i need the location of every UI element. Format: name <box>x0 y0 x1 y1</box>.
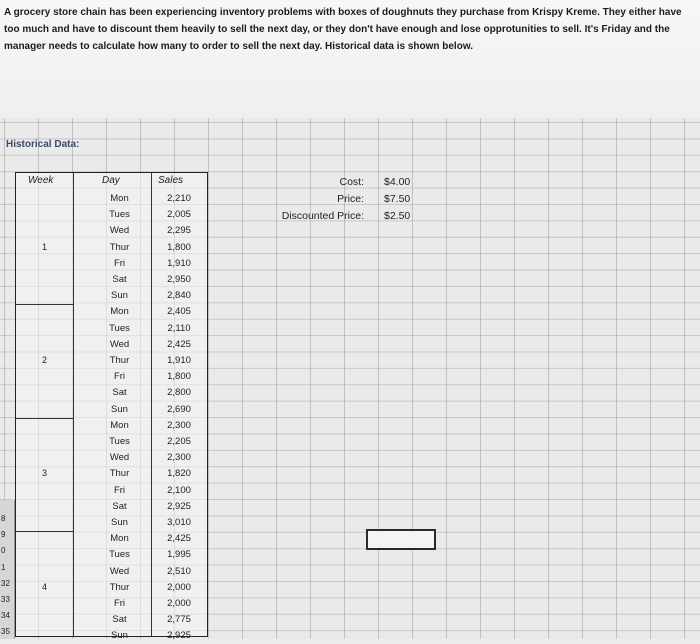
problem-statement <box>0 0 700 118</box>
sales-cell[interactable]: 2,210 <box>167 193 191 204</box>
day-cell[interactable]: Thur <box>109 355 130 366</box>
row-number[interactable]: 1 <box>1 562 6 572</box>
day-cell[interactable]: Sun <box>111 630 128 642</box>
day-cell[interactable]: Tues <box>109 322 130 334</box>
week-group-divider <box>16 418 73 419</box>
sales-cell[interactable]: 2,840 <box>167 290 191 302</box>
row-number[interactable]: 0 <box>1 546 6 556</box>
day-cell[interactable]: Mon <box>110 193 129 204</box>
sales-cell[interactable]: 2,775 <box>167 614 191 626</box>
week-number-cell[interactable]: 4 <box>41 581 47 592</box>
day-cell[interactable]: Sat <box>112 614 127 626</box>
row-number[interactable]: 34 <box>1 611 10 621</box>
day-cell[interactable]: Thur <box>109 581 130 593</box>
day-cell[interactable]: Mon <box>110 306 129 318</box>
sales-cell[interactable]: 1,910 <box>167 355 191 366</box>
week-number-cell[interactable]: 3 <box>41 468 47 479</box>
answer-input-cell[interactable] <box>366 529 436 550</box>
sales-cell[interactable]: 1,820 <box>167 468 191 480</box>
sales-cell[interactable]: 2,405 <box>167 306 191 318</box>
pricing-value[interactable]: $7.50 <box>384 193 411 205</box>
sales-cell[interactable]: 2,425 <box>167 533 191 545</box>
pricing-label[interactable]: Cost: <box>339 176 364 188</box>
sales-cell[interactable]: 2,950 <box>167 274 191 285</box>
day-cell[interactable]: Wed <box>109 452 130 464</box>
sales-cell[interactable]: 2,295 <box>167 225 191 237</box>
pricing-label[interactable]: Price: <box>337 193 364 205</box>
sales-cell[interactable]: 3,010 <box>167 517 191 528</box>
sales-cell[interactable]: 2,100 <box>167 484 191 496</box>
sales-cell[interactable]: 2,800 <box>167 387 191 399</box>
sales-cell[interactable]: 1,800 <box>167 241 191 253</box>
week-group-divider <box>16 531 73 532</box>
row-number[interactable]: 32 <box>1 578 10 588</box>
historical-data-label: Historical Data: <box>6 139 80 150</box>
sales-cell[interactable]: 2,110 <box>167 322 191 334</box>
day-cell[interactable]: Sat <box>112 500 127 512</box>
day-cell[interactable]: Fri <box>113 598 126 609</box>
day-cell[interactable]: Thur <box>109 241 130 253</box>
day-cell[interactable]: Mon <box>110 419 129 431</box>
row-number[interactable]: 35 <box>1 627 10 637</box>
day-cell[interactable]: Sat <box>112 274 127 285</box>
day-header: Day <box>102 175 120 186</box>
problem-text: A grocery store chain has been experiencing inventory problems with boxes of doughnuts they purchase from Krispy Kreme. They either have too much and have to discount them heavily to sell the next day, or they don't have enough and lose opprotunities to sell. It's Friday and the manager needs to calculate how many to order to sell the next day. Historical data is shown below. <box>4 7 682 52</box>
pricing-value[interactable]: $2.50 <box>384 210 411 222</box>
sales-cell[interactable]: 2,925 <box>167 630 191 642</box>
sales-cell[interactable]: 2,925 <box>167 500 191 512</box>
week-header: Week <box>28 175 54 186</box>
sales-cell[interactable]: 2,000 <box>167 598 191 609</box>
day-cell[interactable]: Tues <box>109 436 130 447</box>
day-cell[interactable]: Wed <box>109 338 130 350</box>
day-cell[interactable]: Sun <box>111 517 128 528</box>
week-number-cell[interactable]: 1 <box>41 241 47 252</box>
day-cell[interactable]: Thur <box>109 468 130 480</box>
day-cell[interactable]: Mon <box>110 533 129 545</box>
day-cell[interactable]: Fri <box>113 484 126 496</box>
day-cell[interactable]: Tues <box>109 209 130 221</box>
sales-cell[interactable]: 1,995 <box>167 549 191 561</box>
sales-cell[interactable]: 2,425 <box>167 338 191 350</box>
row-number[interactable]: 8 <box>1 514 6 523</box>
sales-cell[interactable]: 1,910 <box>167 257 191 269</box>
day-cell[interactable]: Sat <box>112 387 127 399</box>
day-cell[interactable]: Fri <box>113 371 126 383</box>
sales-cell[interactable]: 2,300 <box>167 452 191 464</box>
day-cell[interactable]: Fri <box>113 257 126 269</box>
sales-cell[interactable]: 2,510 <box>167 565 191 577</box>
week-group-divider <box>16 304 73 305</box>
sales-cell[interactable]: 2,205 <box>167 436 191 447</box>
day-cell[interactable]: Tues <box>109 549 130 561</box>
sales-cell[interactable]: 1,800 <box>167 371 191 383</box>
pricing-value[interactable]: $4.00 <box>384 176 411 188</box>
row-number[interactable]: 9 <box>1 530 6 540</box>
pricing-label[interactable]: Discounted Price: <box>281 210 364 222</box>
sales-cell[interactable]: 2,005 <box>167 209 191 221</box>
sales-header: Sales <box>158 175 184 186</box>
day-cell[interactable]: Sun <box>111 290 128 302</box>
week-column-divider <box>73 173 74 636</box>
day-cell[interactable]: Sun <box>111 403 128 415</box>
day-cell[interactable]: Wed <box>109 225 130 237</box>
sales-cell[interactable]: 2,000 <box>167 581 191 593</box>
sales-cell[interactable]: 2,300 <box>167 419 191 431</box>
week-number-cell[interactable]: 2 <box>41 355 47 365</box>
day-cell[interactable]: Wed <box>109 565 130 577</box>
historical-data-table <box>15 172 208 642</box>
sales-cell[interactable]: 2,690 <box>167 403 191 415</box>
row-number[interactable]: 33 <box>1 595 10 604</box>
